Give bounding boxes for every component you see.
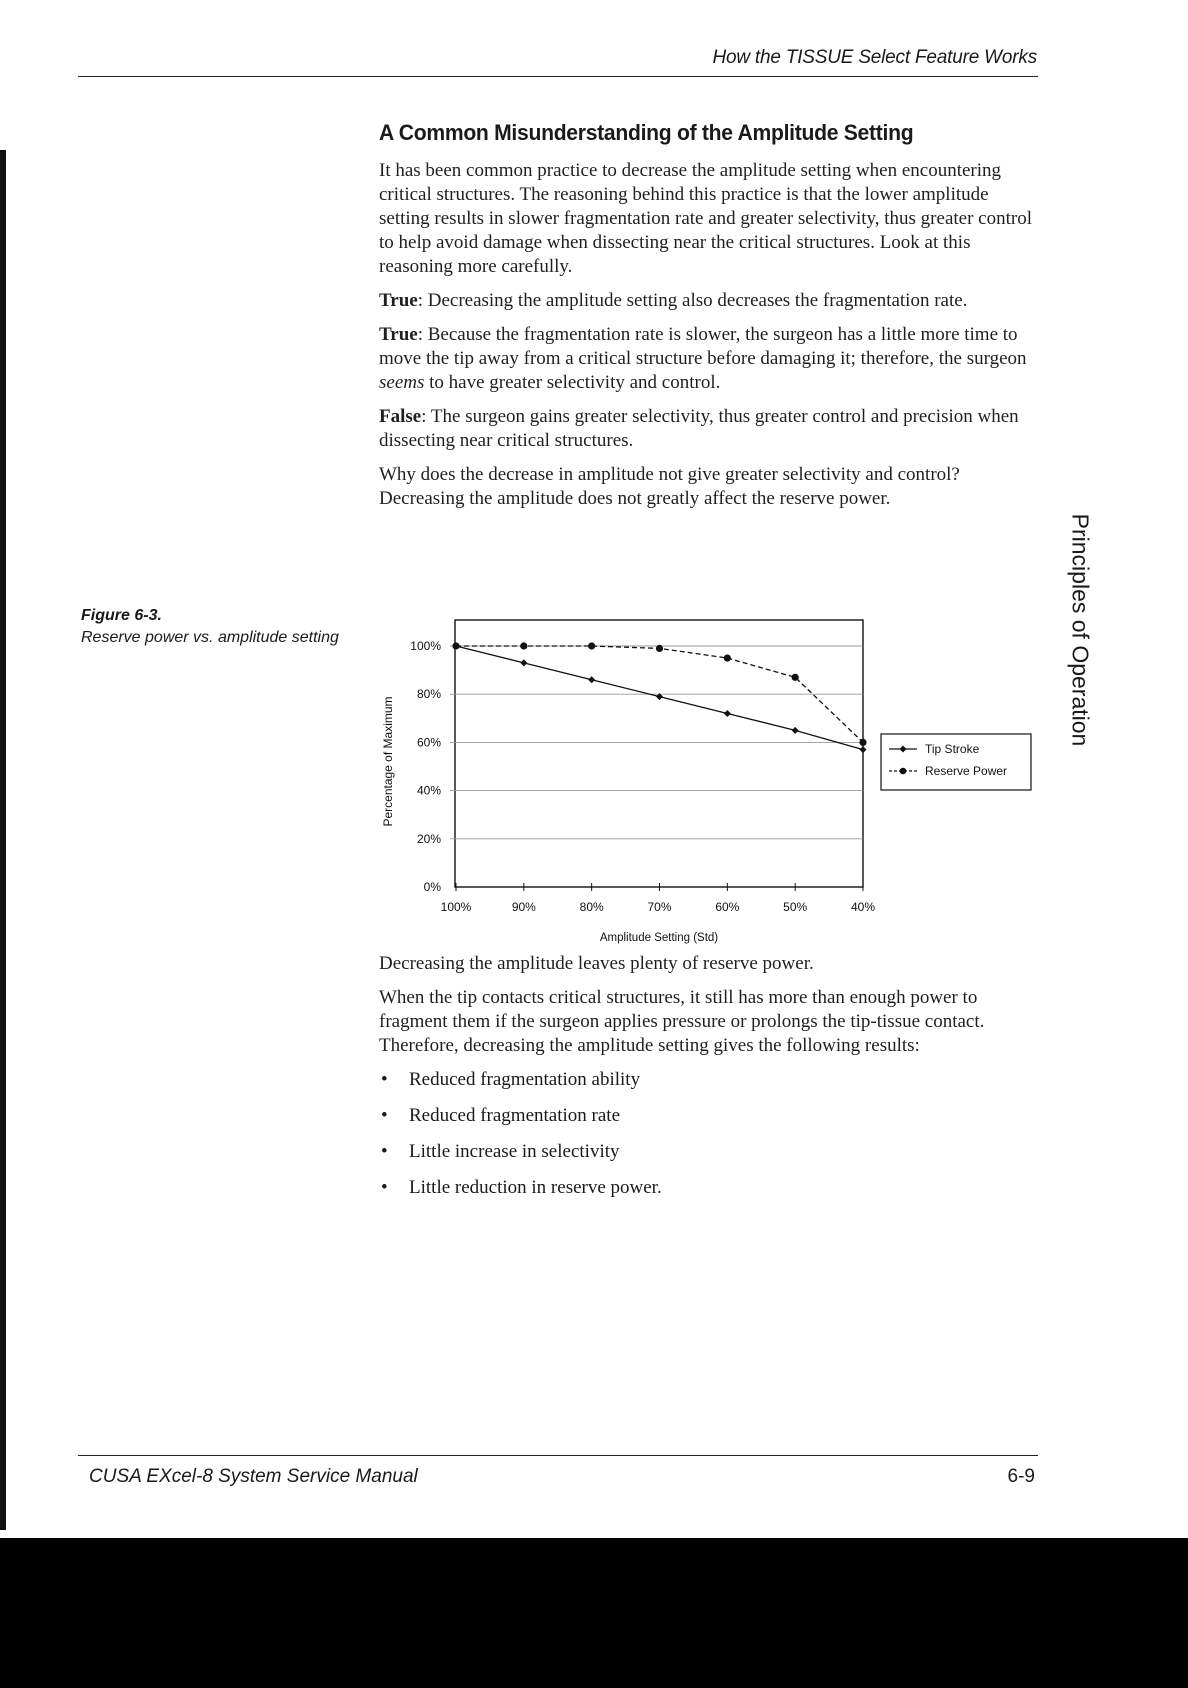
- scan-bottom-band: [0, 1538, 1188, 1688]
- body-text-bottom: [379, 952, 1039, 1212]
- true-statement-1: [379, 289, 1039, 313]
- x-tick-label: 40%: [850, 900, 876, 914]
- chapter-side-tab: [1060, 513, 1100, 747]
- figure-title: Reserve power vs. amplitude setting: [81, 629, 339, 646]
- after-chart-paragraph: Decreasing the amplitude leaves plenty of reserve power.: [379, 953, 814, 974]
- list-item: [379, 1104, 1039, 1128]
- x-axis-label: Amplitude Setting (Std): [599, 932, 719, 944]
- true-label: True: [379, 290, 418, 311]
- data-point: [860, 746, 867, 753]
- data-point: [724, 654, 731, 661]
- y-tick-label: 100%: [410, 639, 441, 653]
- data-point: [588, 642, 595, 649]
- x-tick-label: 100%: [440, 900, 472, 914]
- false-label: False: [379, 406, 422, 427]
- header-rule: [78, 76, 1038, 77]
- reserve-power-chart: [370, 610, 1040, 950]
- legend-entry: Tip Stroke: [925, 742, 980, 756]
- footer-rule: [78, 1455, 1038, 1456]
- results-intro-paragraph: When the tip contacts critical structures, it still has more than enough power to fragment them if the surgeon applies pressure or prolongs the tip-tissue contact. Therefore, decreasing the amplitude setting gives the following results:: [379, 987, 985, 1056]
- list-item: [379, 1140, 1039, 1164]
- bullet-icon: •: [381, 1177, 388, 1198]
- true-text: to have greater selectivity and control.: [424, 372, 721, 393]
- list-item-text: Reduced fragmentation ability: [409, 1069, 641, 1090]
- results-list: [379, 1068, 1039, 1200]
- list-item-text: Little reduction in reserve power.: [409, 1177, 662, 1198]
- data-point: [792, 674, 799, 681]
- data-point: [656, 645, 663, 652]
- data-point: [452, 642, 459, 649]
- list-item: [379, 1176, 1039, 1200]
- y-axis-label: Percentage of Maximum: [381, 696, 395, 827]
- intro-paragraph: It has been common practice to decrease the amplitude setting when encountering critical structures. The reasoning behind this practice is that the lower amplitude setting results in slower fragmentation rate and greater selectivity, thus greater control to help avoid damage when dissecting near the critical structures. Look at this reasoning more carefully.: [379, 160, 1032, 277]
- running-header: How the TISSUE Select Feature Works: [712, 47, 1037, 68]
- section-heading: A Common Misunderstanding of the Amplitude Setting: [379, 120, 914, 145]
- y-tick-label: 60%: [416, 735, 441, 750]
- x-tick-label: 60%: [715, 900, 740, 914]
- x-tick-label: 90%: [511, 900, 536, 914]
- emphasis-text: seems: [379, 372, 425, 393]
- data-point: [520, 659, 527, 666]
- data-point: [724, 710, 731, 717]
- data-point: [859, 739, 866, 746]
- data-point: [792, 727, 799, 734]
- true-statement-2: [379, 323, 1039, 395]
- y-tick-label: 40%: [416, 783, 441, 798]
- false-text: : The surgeon gains greater selectivity, thus greater control and precision when dissecting near critical structures.: [379, 406, 1019, 451]
- plot-frame: [455, 620, 863, 887]
- legend-marker: [900, 768, 907, 775]
- list-item-text: Reduced fragmentation rate: [409, 1105, 621, 1126]
- scan-edge-shadow: [0, 150, 6, 1530]
- footer-manual-title: CUSA EXcel-8 System Service Manual: [89, 1466, 418, 1487]
- x-tick-label: 70%: [647, 900, 672, 914]
- figure-number: Figure 6-3.: [81, 607, 162, 624]
- data-point: [520, 642, 527, 649]
- true-text: : Because the fragmentation rate is slower, the surgeon has a little more time to move the tip away from a critical structure before damaging it; therefore, the surgeon: [379, 324, 1027, 369]
- page-number: 6-9: [1007, 1466, 1035, 1487]
- bullet-icon: •: [381, 1105, 388, 1126]
- side-tab-label: Principles of Operation: [1067, 513, 1094, 747]
- y-tick-label: 20%: [416, 831, 441, 846]
- list-item: [379, 1068, 1039, 1092]
- y-tick-label: 0%: [423, 880, 441, 894]
- x-tick-label: 80%: [579, 900, 604, 914]
- data-point: [588, 676, 595, 683]
- bullet-icon: •: [381, 1141, 388, 1162]
- body-text-top: [379, 159, 1039, 521]
- y-tick-label: 80%: [416, 687, 441, 702]
- list-item-text: Little increase in selectivity: [409, 1141, 620, 1162]
- x-tick-label: 50%: [783, 900, 808, 914]
- bullet-icon: •: [381, 1069, 388, 1090]
- figure-caption: [81, 605, 339, 649]
- true-label: True: [379, 324, 418, 345]
- legend-entry: Reserve Power: [925, 764, 1008, 778]
- false-statement: [379, 405, 1039, 453]
- true-text: : Decreasing the amplitude setting also decreases the fragmentation rate.: [417, 290, 968, 311]
- question-paragraph: Why does the decrease in amplitude not give greater selectivity and control? Decreasing the amplitude does not greatly affect the reserve power.: [379, 464, 960, 509]
